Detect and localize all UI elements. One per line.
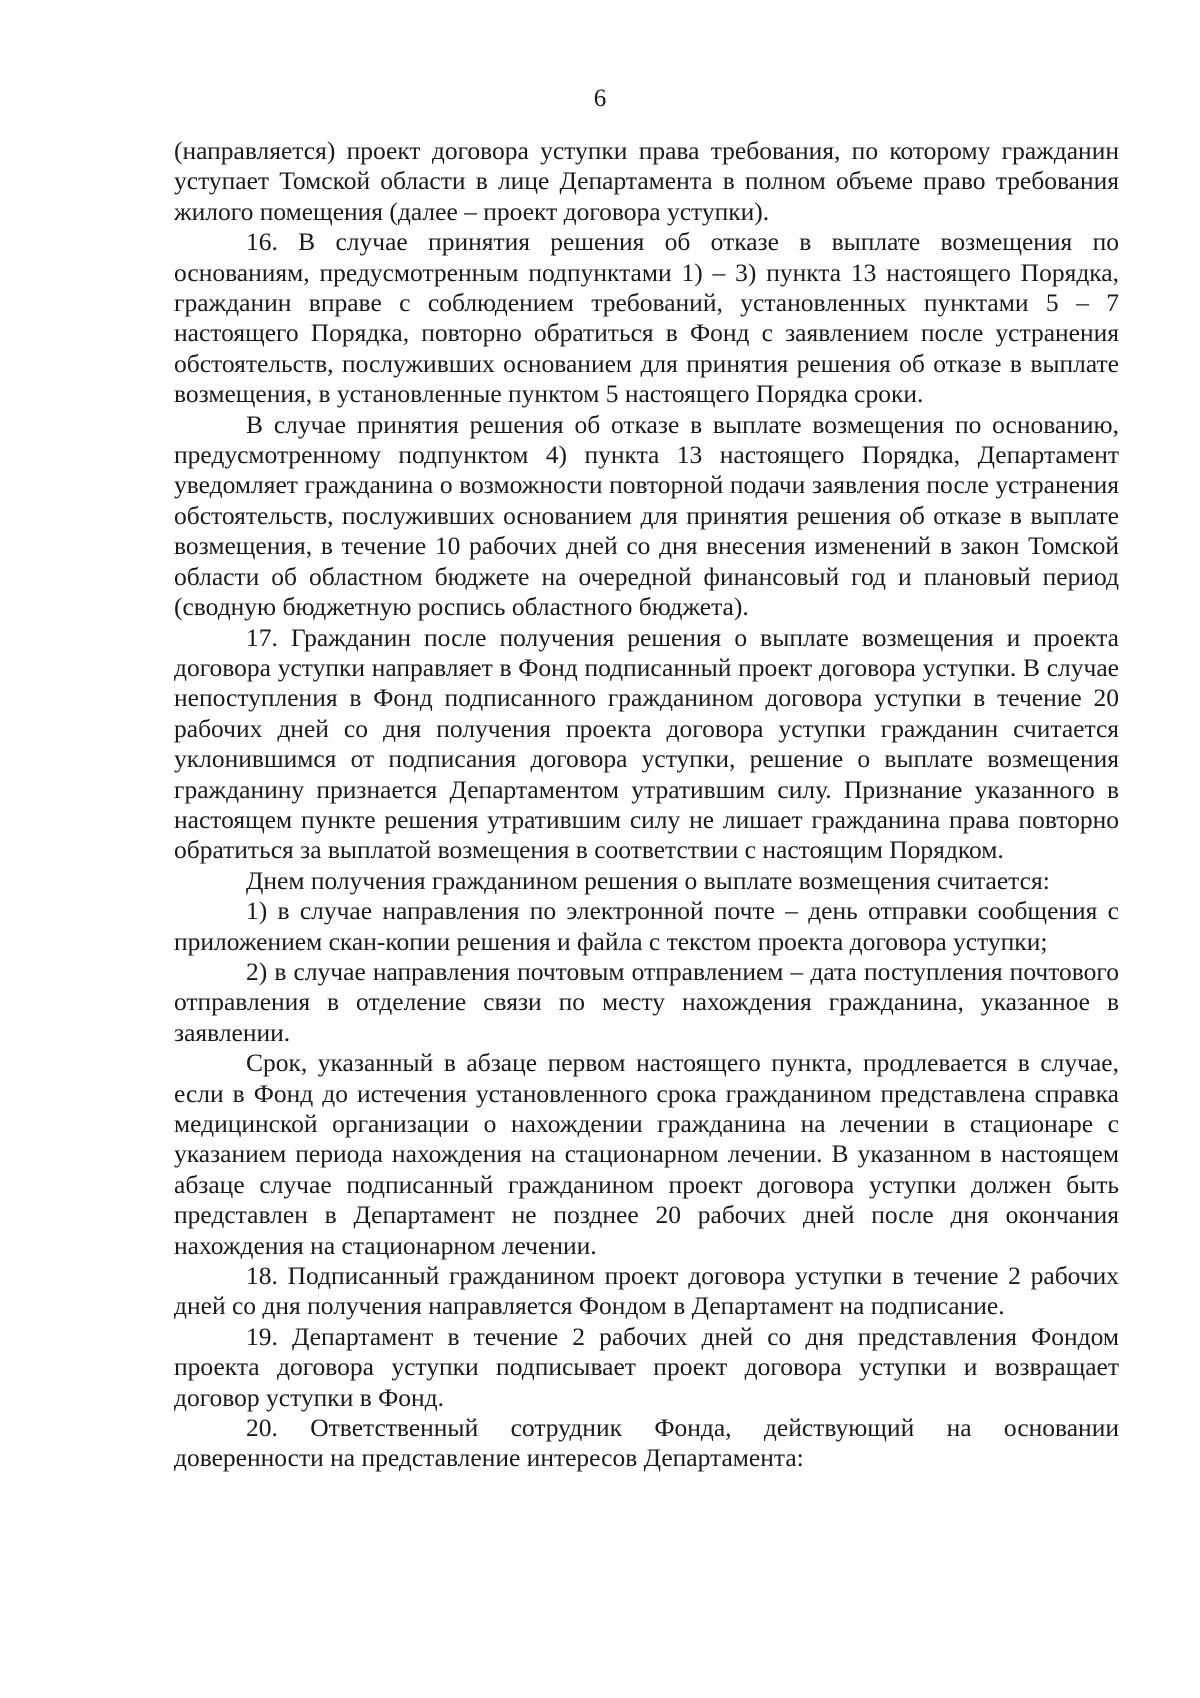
paragraph-item-20: 20. Ответственный сотрудник Фонда, действующий на основании доверенности на представление интересов Департамента:: [174, 1413, 1119, 1473]
page-number: 6: [593, 85, 607, 112]
paragraph-item-19: 19. Департамент в течение 2 рабочих дней со дня представления Фондом проекта договора уступки подписывает проект договора уступки и возвращает договор уступки в Фонд.: [174, 1321, 1119, 1412]
paragraph-item-17: 17. Гражданин после получения решения о выплате возмещения и проекта договора уступки направляет в Фонд подписанный проект договора уступки. В случае непоступления в Фонд подписанного гражданином договора уступки в течение 20 рабочих дней со дня получения проекта договора уступки гражданин считается уклонившимся от подписания договора уступки, решение о выплате возмещения гражданину признается Департаментом утратившим силу. Признание указанного в настоящем пункте решения утратившим силу не лишает гражданина права повторно обратиться за выплатой возмещения в соответствии с настоящим Порядком.: [174, 622, 1119, 865]
document-body: [174, 136, 1119, 1474]
paragraph-receipt-date: Днем получения гражданином решения о выплате возмещения считается:: [246, 865, 1050, 895]
paragraph-subitem-1: 1) в случае направления по электронной почте – день отправки сообщения с приложением скан-копии решения и файла с текстом проекта договора уступки;: [174, 896, 1119, 956]
paragraph-item-16: 16. В случае принятия решения об отказе в выплате возмещения по основаниям, предусмотренным подпунктами 1) – 3) пункта 13 настоящего Порядка, гражданин вправе с соблюдением требований, установленных пунктами 5 – 7 настоящего Порядка, повторно обратиться в Фонд с заявлением после устранения обстоятельств, послуживших основанием для принятия решения об отказе в выплате возмещения, в установленные пунктом 5 настоящего Порядка сроки.: [174, 227, 1119, 409]
paragraph-term-extension: Срок, указанный в абзаце первом настоящего пункта, продлевается в случае, если в Фонд до истечения установленного срока гражданином представлена справка медицинской организации о нахождении гражданина на лечении в стационаре с указанием периода нахождения на стационарном лечении. В указанном в настоящем абзаце случае подписанный гражданином проект договора уступки должен быть представлен в Департамент не позднее 20 рабочих дней после дня окончания нахождения на стационарном лечении.: [174, 1048, 1119, 1260]
paragraph-item-16-second: В случае принятия решения об отказе в выплате возмещения по основанию, предусмотренному подпунктом 4) пункта 13 настоящего Порядка, Департамент уведомляет гражданина о возможности повторной подачи заявления после устранения обстоятельств, послуживших основанием для принятия решения об отказе в выплате возмещения, в течение 10 рабочих дней со дня внесения изменений в закон Томской области об областном бюджете на очередной финансовый год и плановый период (сводную бюджетную роспись областного бюджета).: [174, 409, 1119, 622]
paragraph-continuation: (направляется) проект договора уступки права требования, по которому гражданин уступает Томской области в лице Департамента в полном объеме право требования жилого помещения (далее – проект договора уступки).: [174, 136, 1119, 226]
paragraph-item-18: 18. Подписанный гражданином проект договора уступки в течение 2 рабочих дней со дня получения направляется Фондом в Департамент на подписание.: [174, 1261, 1119, 1321]
paragraph-subitem-2: 2) в случае направления почтовым отправлением – дата поступления почтового отправления в отделение связи по месту нахождения гражданина, указанное в заявлении.: [174, 956, 1119, 1047]
